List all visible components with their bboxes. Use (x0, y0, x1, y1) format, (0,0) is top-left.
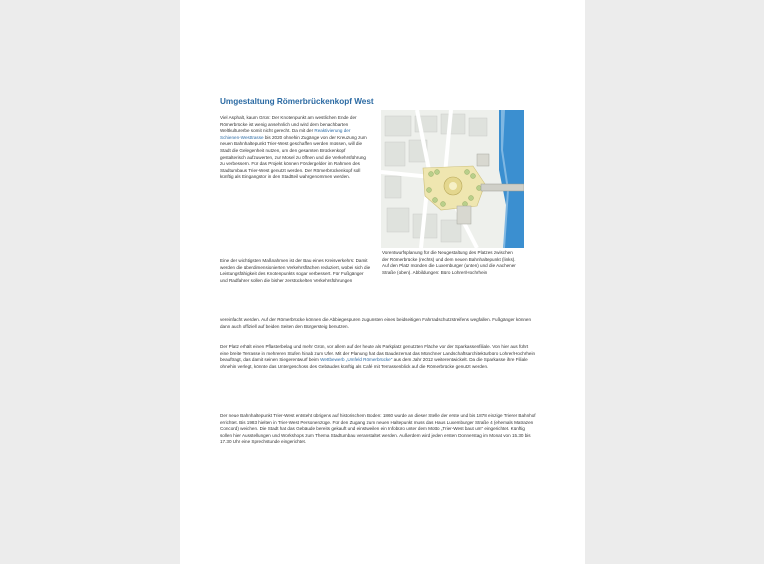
image-caption: Vorentwurfsplanung für die Neugestaltung des Platzes zwischen der Römerbrücke (rechts) und dem neuen Bahnhaltepunkt (links). Auf den Platz münden die Luxemburger (unten) und die Aachener Straße (oben). Abbildungen: Büro Lohrer/Hochrhein (382, 250, 516, 275)
paragraph-intro (220, 115, 372, 181)
paragraph-intro-text-a: Viel Asphalt, kaum Grün: Der Knotenpunkt am westlichen Ende der Römerbrücke ist wenig ansehnlich und wird dem benachbarten Weltkulturerbe somit nicht gerecht. Da mit der (220, 115, 357, 134)
paragraph-station: Der neue Bahnhaltepunkt Trier-West entsteht übrigens auf historischem Boden: 1860 wurde an dieser Stelle der erste und bis 1878 einzige Trierer Bahnhof errichtet. Bis 1983 hielten in Trier-West Personenzüge. Für den Zugang zum neuen Haltepunkt muss das Haus Luxemburger Straße 4 (ehemals Matrazen Concord) weichen. Die Stadt hat das Gebäude bereits gekauft und einstweilen ein Infobüro unter dem Motto „Trier-West baut um" eingerichtet. Künftig sollen hier Ausstellungen und Workshops zum Thema Stadtumbau veranstaltet werden. Außerdem wird jeden ersten Donnerstag im Monat von 15.30 bis 17.30 Uhr eine Sprechstunde eingerichtet. (220, 413, 536, 445)
paragraph-square-text-a: Der Platz erhält einen Pflasterbelag und mehr Grün, vor allem auf der heute als Parkplatz genutzten Fläche vor der Sparkassenfiliale. Von hier aus führt eine breite Terrasse in mehreren Stufen hinab zum Ufer. Mit der Planung hat das Baudezernat das Münchner Landschaftsarchitekturbüro Lohrer/Hochrhein beauftragt, das damit seinen Siegerentwurf beim (220, 344, 536, 363)
article-title: Umgestaltung Römerbrückenkopf West (220, 97, 374, 106)
paragraph-roundabout: Eine der wichtigsten Maßnahmen ist der Bau eines Kreisverkehrs: Damit werden die überdimensionierten Verkehrsflächen reduziert, wobei sich die Leistungsfähigkeit des Knotenpunkts sogar verbessert. Für Fußgänger und Radfahrer sollen die bisher zerstückelten Verkehrsführungen (220, 258, 371, 283)
paragraph-square (220, 344, 536, 370)
document-page (180, 0, 585, 564)
paragraph-roundabout-continued: vereinfacht werden. Auf der Römerbrücke können die Abbiegespuren zugunsten eines beidseitigen Fahrradschutzstreifens wegfallen. Fußgänger können dann auch offiziell auf beiden Seiten den Bürgersteig benutzen. (220, 317, 532, 329)
link-wettbewerb[interactable]: Wettbewerb „Umfeld Römerbrücke" (320, 357, 393, 363)
paragraph-intro-text-b: bis 2020 ohnehin Zugänge von der Kreuzung zum neuen Bahnhaltepunkt Trier-West geschaffen werden müssen, will die Stadt die Gelegenheit nutzen, um den gesamten Brückenkopf gestalterisch aufzuwerten, zur Mosel zu öffnen und die Verkehrsführung zu verbessern. Für das Projekt können Fördergelder im Rahmen des Stadtumbaus Trier-West genutzt werden. Der Römerbrückenkopf soll künftig als Eingangstor in den Stadtteil wahrgenommen werden. (220, 134, 367, 180)
paragraph-square-text-b: aus dem Jahr 2012 weiterentwickelt. Da die Sparkasse ihre Filiale ohnehin verlegt, könnte das Untergeschoss des Gebäudes künftig als Café mit Terrassenblick auf die Römerbrücke genutzt werden. (220, 357, 528, 369)
site-plan-image (381, 110, 524, 248)
link-westtrasse[interactable]: Reaktivierung der Schienen-Westtrasse (220, 128, 351, 140)
